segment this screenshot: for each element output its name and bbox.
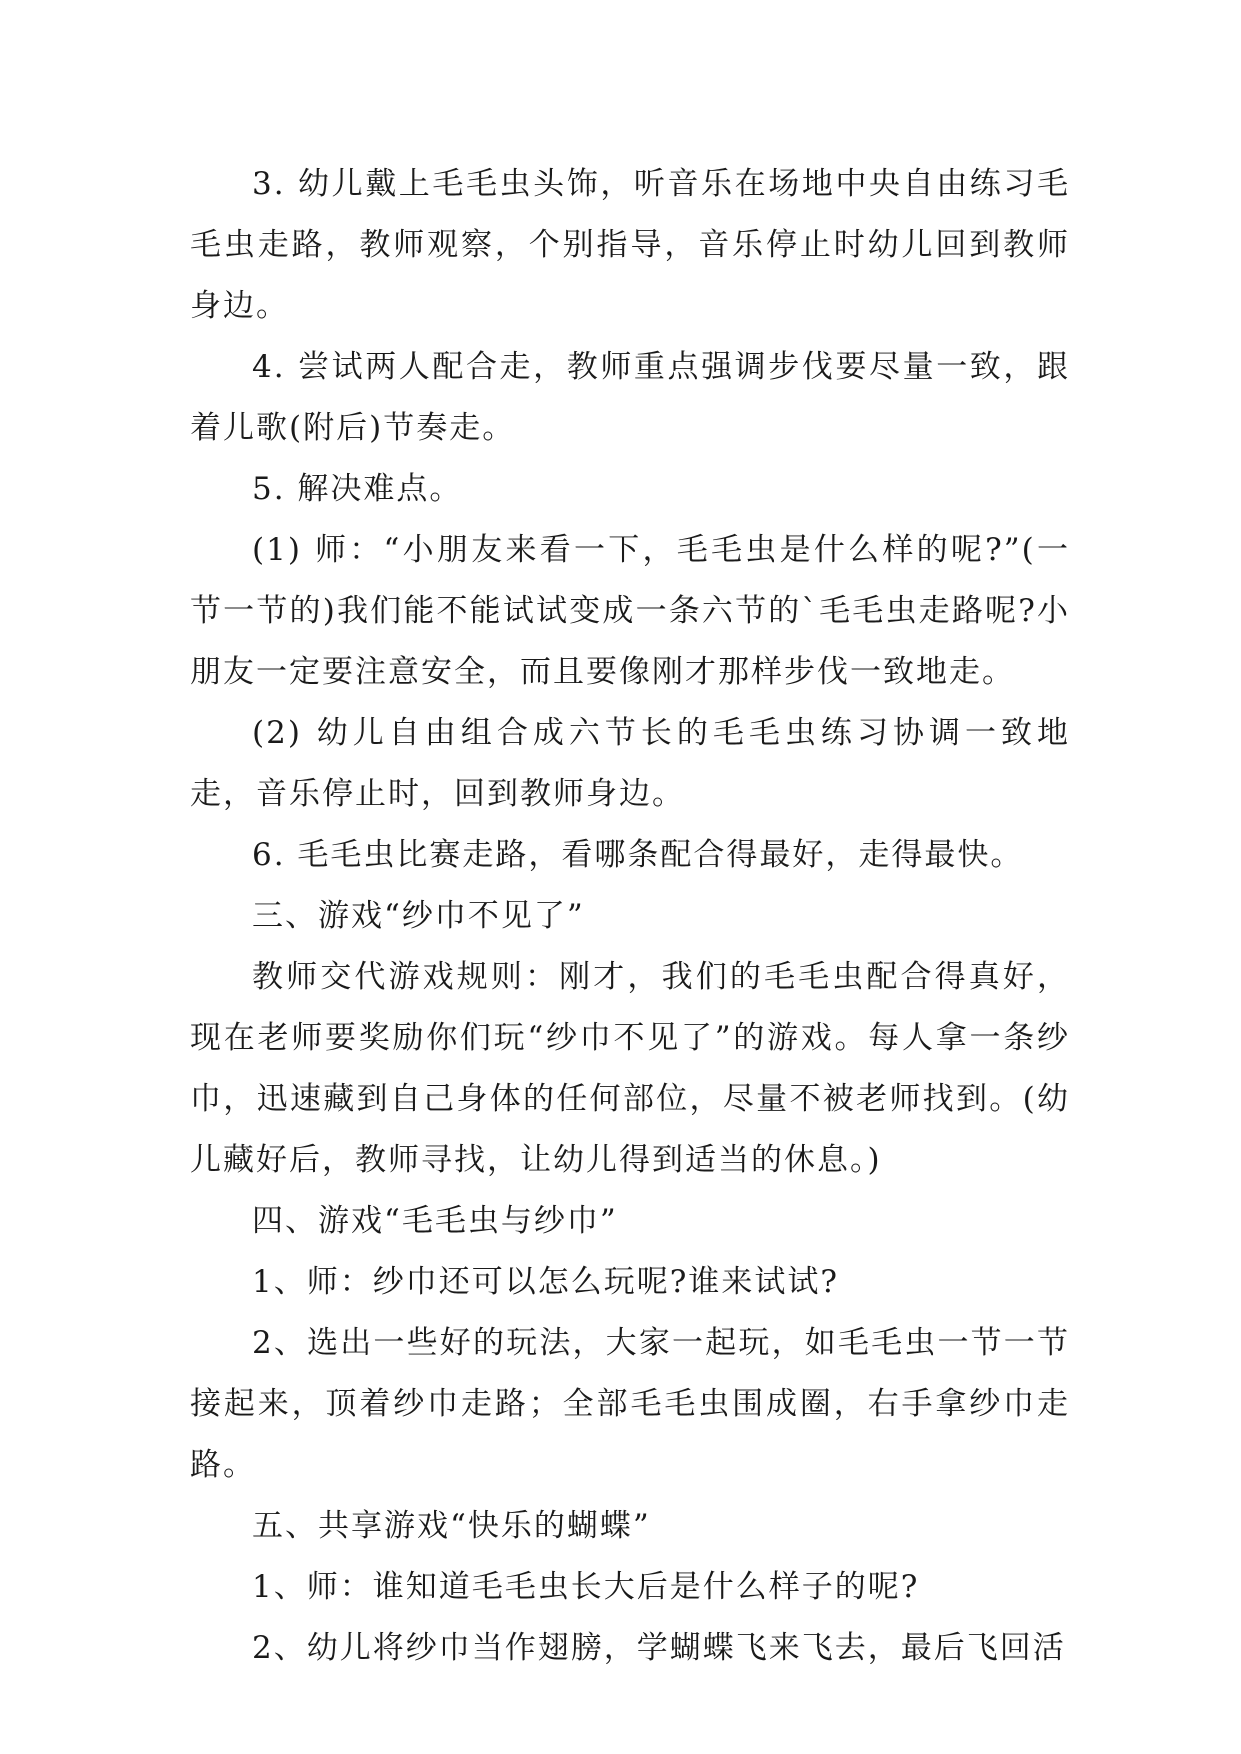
paragraph-step-5: 5. 解决难点。 [252,471,463,507]
document-body [190,154,1070,1679]
paragraph-section-5-item-1: 1、师：谁知道毛毛虫长大后是什么样子的呢? [252,1569,920,1605]
paragraph-step-4: 4. 尝试两人配合走，教师重点强调步伐要尽量一致，跟着儿歌(附后)节奏走。 [190,349,1070,446]
paragraph-step-6: 6. 毛毛虫比赛走路，看哪条配合得最好，走得最快。 [252,837,1024,873]
paragraph-step-5-2: (2) 幼儿自由组合成六节长的毛毛虫练习协调一致地走，音乐停止时，回到教师身边。 [190,715,1070,812]
section-heading-3: 三、游戏“纱巾不见了” [252,898,585,934]
paragraph-step-3: 3. 幼儿戴上毛毛虫头饰，听音乐在场地中央自由练习毛毛虫走路，教师观察，个别指导，音乐停止时幼儿回到教师身边。 [190,166,1070,324]
section-heading-4: 四、游戏“毛毛虫与纱巾” [252,1203,618,1239]
paragraph-section-5-item-2: 2、幼儿将纱巾当作翅膀，学蝴蝶飞来飞去，最后飞回活 [252,1630,1066,1666]
paragraph-section-4-item-1: 1、师：纱巾还可以怎么玩呢?谁来试试? [252,1264,839,1300]
paragraph-section-4-item-2: 2、选出一些好的玩法，大家一起玩，如毛毛虫一节一节接起来，顶着纱巾走路；全部毛毛虫围成圈，右手拿纱巾走路。 [190,1325,1070,1483]
paragraph-step-5-1: (1) 师：“小朋友来看一下，毛毛虫是什么样的呢?”(一节一节的)我们能不能试试变成一条六节的`毛毛虫走路呢?小朋友一定要注意安全，而且要像刚才那样步伐一致地走。 [190,532,1070,690]
paragraph-game-rules: 教师交代游戏规则：刚才，我们的毛毛虫配合得真好，现在老师要奖励你们玩“纱巾不见了”的游戏。每人拿一条纱巾，迅速藏到自己身体的任何部位，尽量不被老师找到。(幼儿藏好后，教师寻找，让幼儿得到适当的休息。) [190,959,1070,1178]
section-heading-5: 五、共享游戏“快乐的蝴蝶” [252,1508,651,1544]
